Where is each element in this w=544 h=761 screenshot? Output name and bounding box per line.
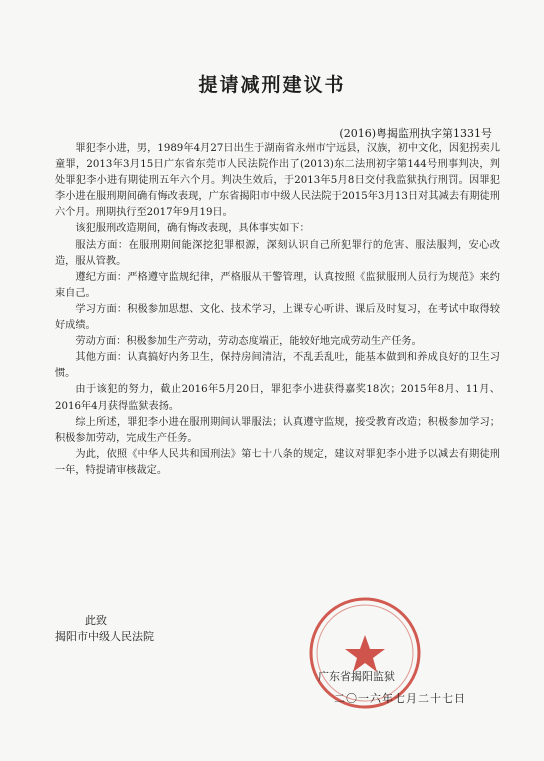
paragraph-other: 其他方面：认真搞好内务卫生，保持房间清洁，不乱丢乱吐，能基本做到和养成良好的卫生习惯。 xyxy=(55,352,500,380)
closing-salutation: 此致 xyxy=(85,614,107,627)
sender-name: 广东省揭阳监狱 xyxy=(318,670,395,683)
document-title: 提请减刑建议书 xyxy=(198,74,346,96)
closing-recipient: 揭阳市中级人民法院 xyxy=(55,630,154,643)
paragraph-discipline: 遵纪方面：严格遵守监规纪律，严格服从干警管理，认真按照《监狱服刑人员行为规范》来约束自己。 xyxy=(55,271,500,299)
paragraph-rewards: 由于该犯的努力，截止2016年5月20日，罪犯李小进获得嘉奖18次；2015年8月、11月、2016年4月获得监狱表扬。 xyxy=(55,384,500,412)
paragraph-summary: 综上所述，罪犯李小进在服刑期间认罪服法；认真遵守监规，接受教育改造；积极参加学习；积极参加劳动，完成生产任务。 xyxy=(55,416,500,444)
document-date: 二〇一六年七月二十七日 xyxy=(334,692,466,705)
paragraph-basic-info: 罪犯李小进，男，1989年4月27日出生于湖南省永州市宁远县，汉族，初中文化，因犯拐卖儿童罪，2013年3月15日广东省东莞市人民法院作出了(2013)东二法刑初字第144号刑事判决，判处罪犯李小进有期徒刑五年六个月。判决生效后，于2013年5月8日交付我监狱执行刑罚。因罪犯李小进在服刑期间确有悔改表现，广东省揭阳市中级人民法院于2015年3月13日对其减去有期徒刑六个月。刑期执行至2017年9月19日。 xyxy=(55,143,500,219)
document-number: (2016)粤揭监刑执字第1331号 xyxy=(339,127,492,140)
paragraph-study: 学习方面：积极参加思想、文化、技术学习，上课专心听讲、课后及时复习，在考试中取得较好成绩。 xyxy=(55,303,500,332)
paragraph-labor: 劳动方面：积极参加生产劳动，劳动态度端正，能较好地完成劳动生产任务。 xyxy=(75,336,422,348)
paragraph-intro-facts: 该犯服刑改造期间，确有悔改表现，具体事实如下： xyxy=(75,223,310,235)
document-body xyxy=(55,141,500,479)
paragraph-obedience: 服法方面：在服刑期间能深挖犯罪根源，深刻认识自己所犯罪行的危害、服法服判，安心改造，服从管教。 xyxy=(55,239,500,267)
seal-star-icon xyxy=(345,635,385,672)
paragraph-proposal: 为此，依照《中华人民共和国刑法》第七十八条的规定，建议对罪犯李小进予以减去有期徒刑一年，特提请审核裁定。 xyxy=(55,448,500,476)
